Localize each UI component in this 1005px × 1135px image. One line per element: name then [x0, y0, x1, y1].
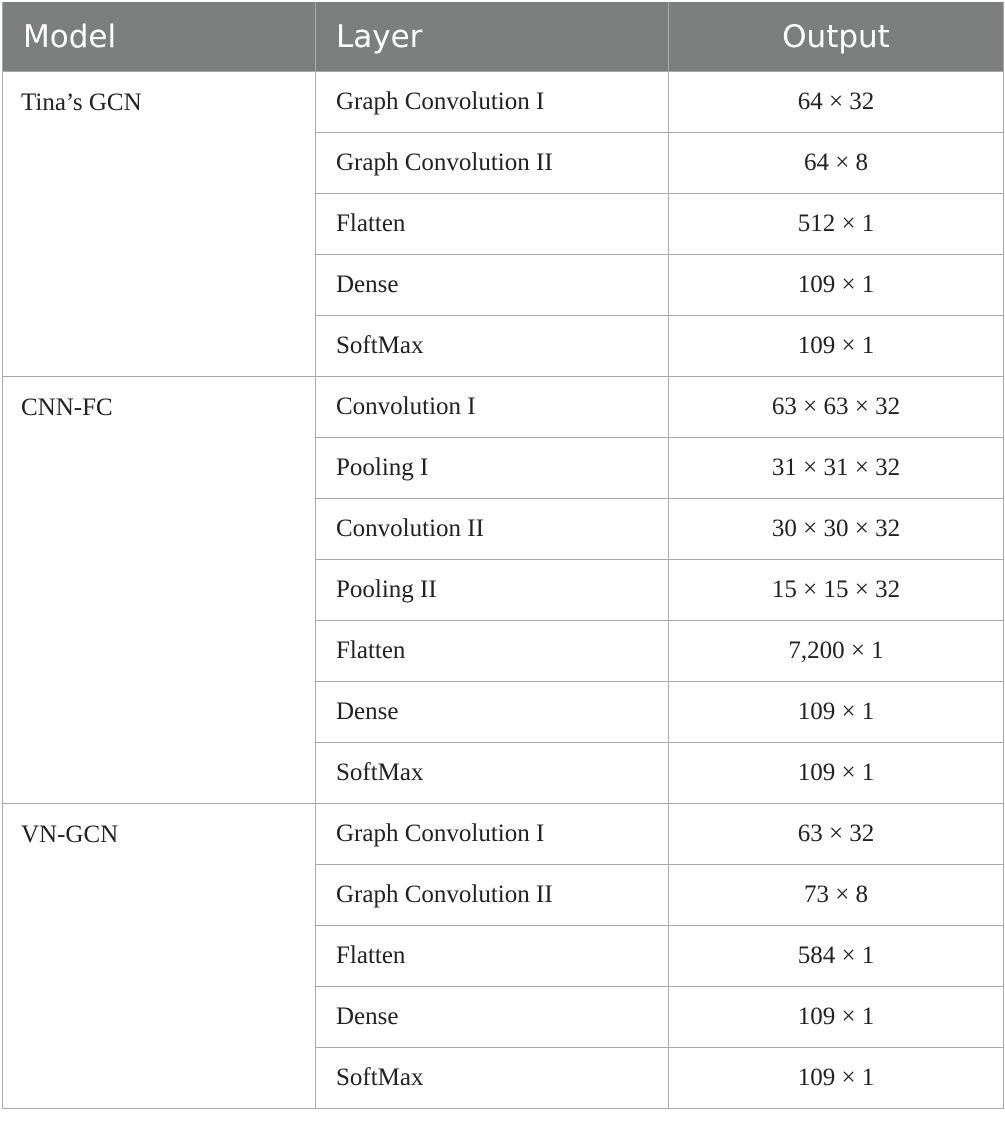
header-model: Model: [3, 2, 316, 72]
output-shape-cell: 109 × 1: [669, 1048, 1004, 1109]
model-architecture-table: [2, 2, 1004, 1109]
layer-name-cell: Flatten: [316, 621, 669, 682]
model-name-cell: VN-GCN: [3, 804, 316, 1109]
layer-name-cell: Graph Convolution I: [316, 72, 669, 133]
layer-name-cell: Pooling I: [316, 438, 669, 499]
layer-name-cell: Dense: [316, 682, 669, 743]
layer-name-cell: SoftMax: [316, 743, 669, 804]
output-shape-cell: 584 × 1: [669, 926, 1004, 987]
layer-name-cell: Pooling II: [316, 560, 669, 621]
output-shape-cell: 15 × 15 × 32: [669, 560, 1004, 621]
output-shape-cell: 109 × 1: [669, 682, 1004, 743]
layer-name-cell: Flatten: [316, 926, 669, 987]
table-container: [2, 2, 1004, 1109]
layer-name-cell: SoftMax: [316, 316, 669, 377]
model-name-cell: Tina’s GCN: [3, 72, 316, 377]
model-name-cell: CNN-FC: [3, 377, 316, 804]
header-row: [3, 2, 1004, 72]
header-output: Output: [669, 2, 1004, 72]
table-row: [3, 804, 1004, 865]
output-shape-cell: 64 × 8: [669, 133, 1004, 194]
layer-name-cell: Flatten: [316, 194, 669, 255]
output-shape-cell: 64 × 32: [669, 72, 1004, 133]
output-shape-cell: 109 × 1: [669, 743, 1004, 804]
output-shape-cell: 512 × 1: [669, 194, 1004, 255]
output-shape-cell: 63 × 32: [669, 804, 1004, 865]
layer-name-cell: SoftMax: [316, 1048, 669, 1109]
output-shape-cell: 109 × 1: [669, 316, 1004, 377]
table-header: [3, 2, 1004, 72]
output-shape-cell: 63 × 63 × 32: [669, 377, 1004, 438]
output-shape-cell: 30 × 30 × 32: [669, 499, 1004, 560]
layer-name-cell: Graph Convolution II: [316, 865, 669, 926]
table-body: [3, 72, 1004, 1109]
output-shape-cell: 109 × 1: [669, 987, 1004, 1048]
output-shape-cell: 31 × 31 × 32: [669, 438, 1004, 499]
layer-name-cell: Graph Convolution II: [316, 133, 669, 194]
output-shape-cell: 7,200 × 1: [669, 621, 1004, 682]
layer-name-cell: Dense: [316, 255, 669, 316]
layer-name-cell: Graph Convolution I: [316, 804, 669, 865]
output-shape-cell: 109 × 1: [669, 255, 1004, 316]
output-shape-cell: 73 × 8: [669, 865, 1004, 926]
layer-name-cell: Convolution I: [316, 377, 669, 438]
table-row: [3, 72, 1004, 133]
table-row: [3, 377, 1004, 438]
layer-name-cell: Dense: [316, 987, 669, 1048]
header-layer: Layer: [316, 2, 669, 72]
layer-name-cell: Convolution II: [316, 499, 669, 560]
